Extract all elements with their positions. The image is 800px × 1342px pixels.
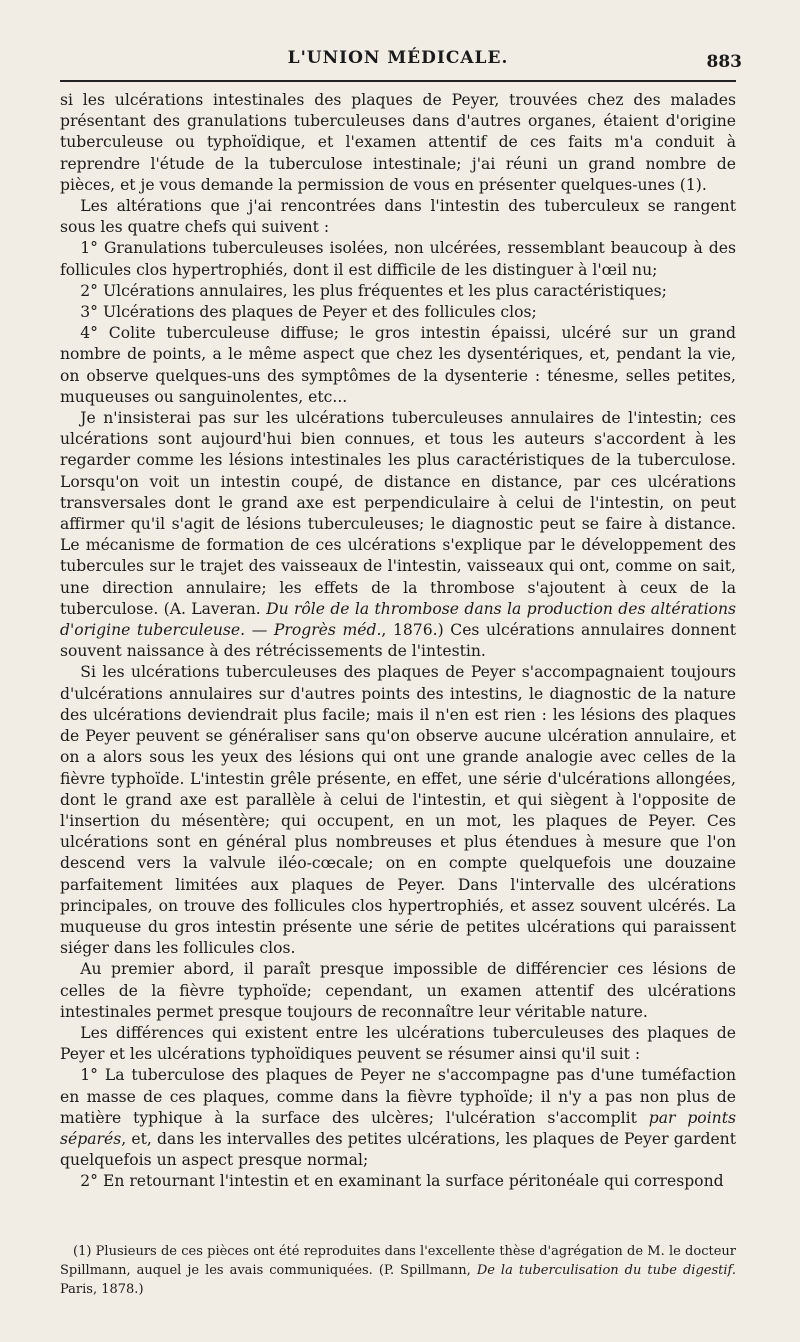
footnote [60,1242,736,1299]
body-text [60,90,736,1193]
citation-title: Du rôle de la thrombose dans la production des altérations d'origine tuberculeuse. — Progrès méd. [60,599,736,640]
paragraph: Les altérations que j'ai rencontrées dans l'intestin des tuberculeux se rangent sous les quatre chefs qui suivent : [60,197,736,237]
paragraph-text: Je n'insisterai pas sur les ulcérations tuberculeuses annulaires de l'intestin; ces ulcérations sont aujourd'hui bien connues, et tous les auteurs s'accordent à les regarder comme les lésions intestinales les plus caractéristiques de la tuberculose. Lorsqu'on voit un intestin coupé, de distance en distance, par ces ulcérations transversales dont le grand axe est perpendiculaire à celui de l'intestin, on peut affirmer qu'il s'agit de lésions tuberculeuses; le diagnostic peut se faire à distance. Le mécanisme de formation de ces ulcérations s'explique par le développement des tubercules sur le trajet des vaisseaux de l'intestin, vaisseaux qui ont, comme on sait, une direction annulaire; les effets de la thrombose s'ajoutent à ceux de la tuberculose. (A. Laveran. [60,409,736,618]
header-rule [60,80,736,82]
paragraph [60,408,736,662]
emphasis: par points séparés [60,1108,736,1148]
paragraph: si les ulcérations intestinales des plaques de Peyer, trouvées chez des malades présentant des granulations tuberculeuses dans d'autres organes, étaient d'origine tuberculeuse ou typhoïdique, et l'examen attentif de ces faits m'a conduit à reprendre l'étude de la tuberculose intestinale; j'ai réuni un grand nombre de pièces, et je vous demande la permission de vous en présenter quelques-unes (1). [60,91,736,194]
footnote-citation-title: De la tuberculisation du tube digestif. [476,1263,736,1278]
list-item: 2° Ulcérations annulaires, les plus fréquentes et les plus caractéristiques; [80,281,667,300]
footnote-part: Paris, 1878.) [60,1282,144,1297]
list-item: 4° Colite tuberculeuse diffuse; le gros intestin épaissi, ulcéré sur un grand nombre de points, a le même aspect que chez les dysentériques, et, pendant la vie, on observe quelques-uns des symptômes de la dysenterie : ténesme, selles petites, muqueuses ou sanguinolentes, etc... [60,324,736,406]
list-item [60,1065,736,1171]
list-item: 2° En retournant l'intestin et en examinant la surface péritonéale qui correspond [80,1172,724,1191]
page-header [60,40,742,80]
list-item: 3° Ulcérations des plaques de Peyer et des follicules clos; [80,303,537,322]
paragraph-text: , et, dans les intervalles des petites ulcérations, les plaques de Peyer gardent quelquefois un aspect presque normal; [60,1129,736,1170]
paragraph-text: 1° La tuberculose des plaques de Peyer ne s'accompagne pas d'une tuméfaction en masse de ces plaques, comme dans la fièvre typhoïde; il n'y a pas non plus de matière typhique à la surface des ulcères; l'ulcération s'accomplit [60,1066,736,1127]
paragraph: Si les ulcérations tuberculeuses des plaques de Peyer s'accompagnaient toujours d'ulcérations annulaires sur d'autres points des intestins, le diagnostic de la nature des ulcérations deviendrait plus facile; mais il n'en est rien : les lésions des plaques de Peyer peuvent se généraliser sans qu'on observe aucune ulcération annulaire, et on a alors sous les yeux des lésions qui ont une grande analogie avec celles de la fièvre typhoïde. L'intestin grêle présente, en effet, une série d'ulcérations allongées, dont le grand axe est parallèle à celui de l'intestin, et qui siègent à l'opposite de l'insertion du mésentère; qui occupent, en un mot, les plaques de Peyer. Ces ulcérations sont en général plus nombreuses et plus étendues à mesure que l'on descend vers la valvule iléo-cœcale; on en compte quelquefois une douzaine parfaitement limitées aux plaques de Peyer. Dans l'intervalle des ulcérations principales, on trouve des follicules clos hypertrophiés, et assez souvent ulcérés. La muqueuse du gros intestin présente une série de petites ulcérations qui paraissent siéger dans les follicules clos. [60,663,736,958]
paragraph: Au premier abord, il paraît presque impossible de différencier ces lésions de celles de la fièvre typhoïde; cependant, un examen attentif des ulcérations intestinales permet presque toujours de reconnaître leur véritable nature. [60,960,736,1021]
running-title: L'UNION MÉDICALE. [287,48,509,68]
paragraph: Les différences qui existent entre les ulcérations tuberculeuses des plaques de Peyer et les ulcérations typhoïdiques peuvent se résumer ainsi qu'il suit : [60,1023,736,1064]
paragraph-text: , 1876.) Ces ulcérations annulaires donnent souvent naissance à des rétrécissements de l'intestin. [60,621,736,661]
page-number: 883 [706,52,742,72]
footnote-text [60,1242,736,1299]
footnote-part: (1) Plusieurs de ces pièces ont été reproduites dans l'excellente thèse d'agrégation de M. le docteur Spillmann, auquel je les avais communiquées. (P. Spillmann, [60,1244,736,1278]
list-item: 1° Granulations tuberculeuses isolées, non ulcérées, ressemblant beaucoup à des follicules clos hypertrophiés, dont il est difficile de les distinguer à l'œil nu; [60,239,736,279]
